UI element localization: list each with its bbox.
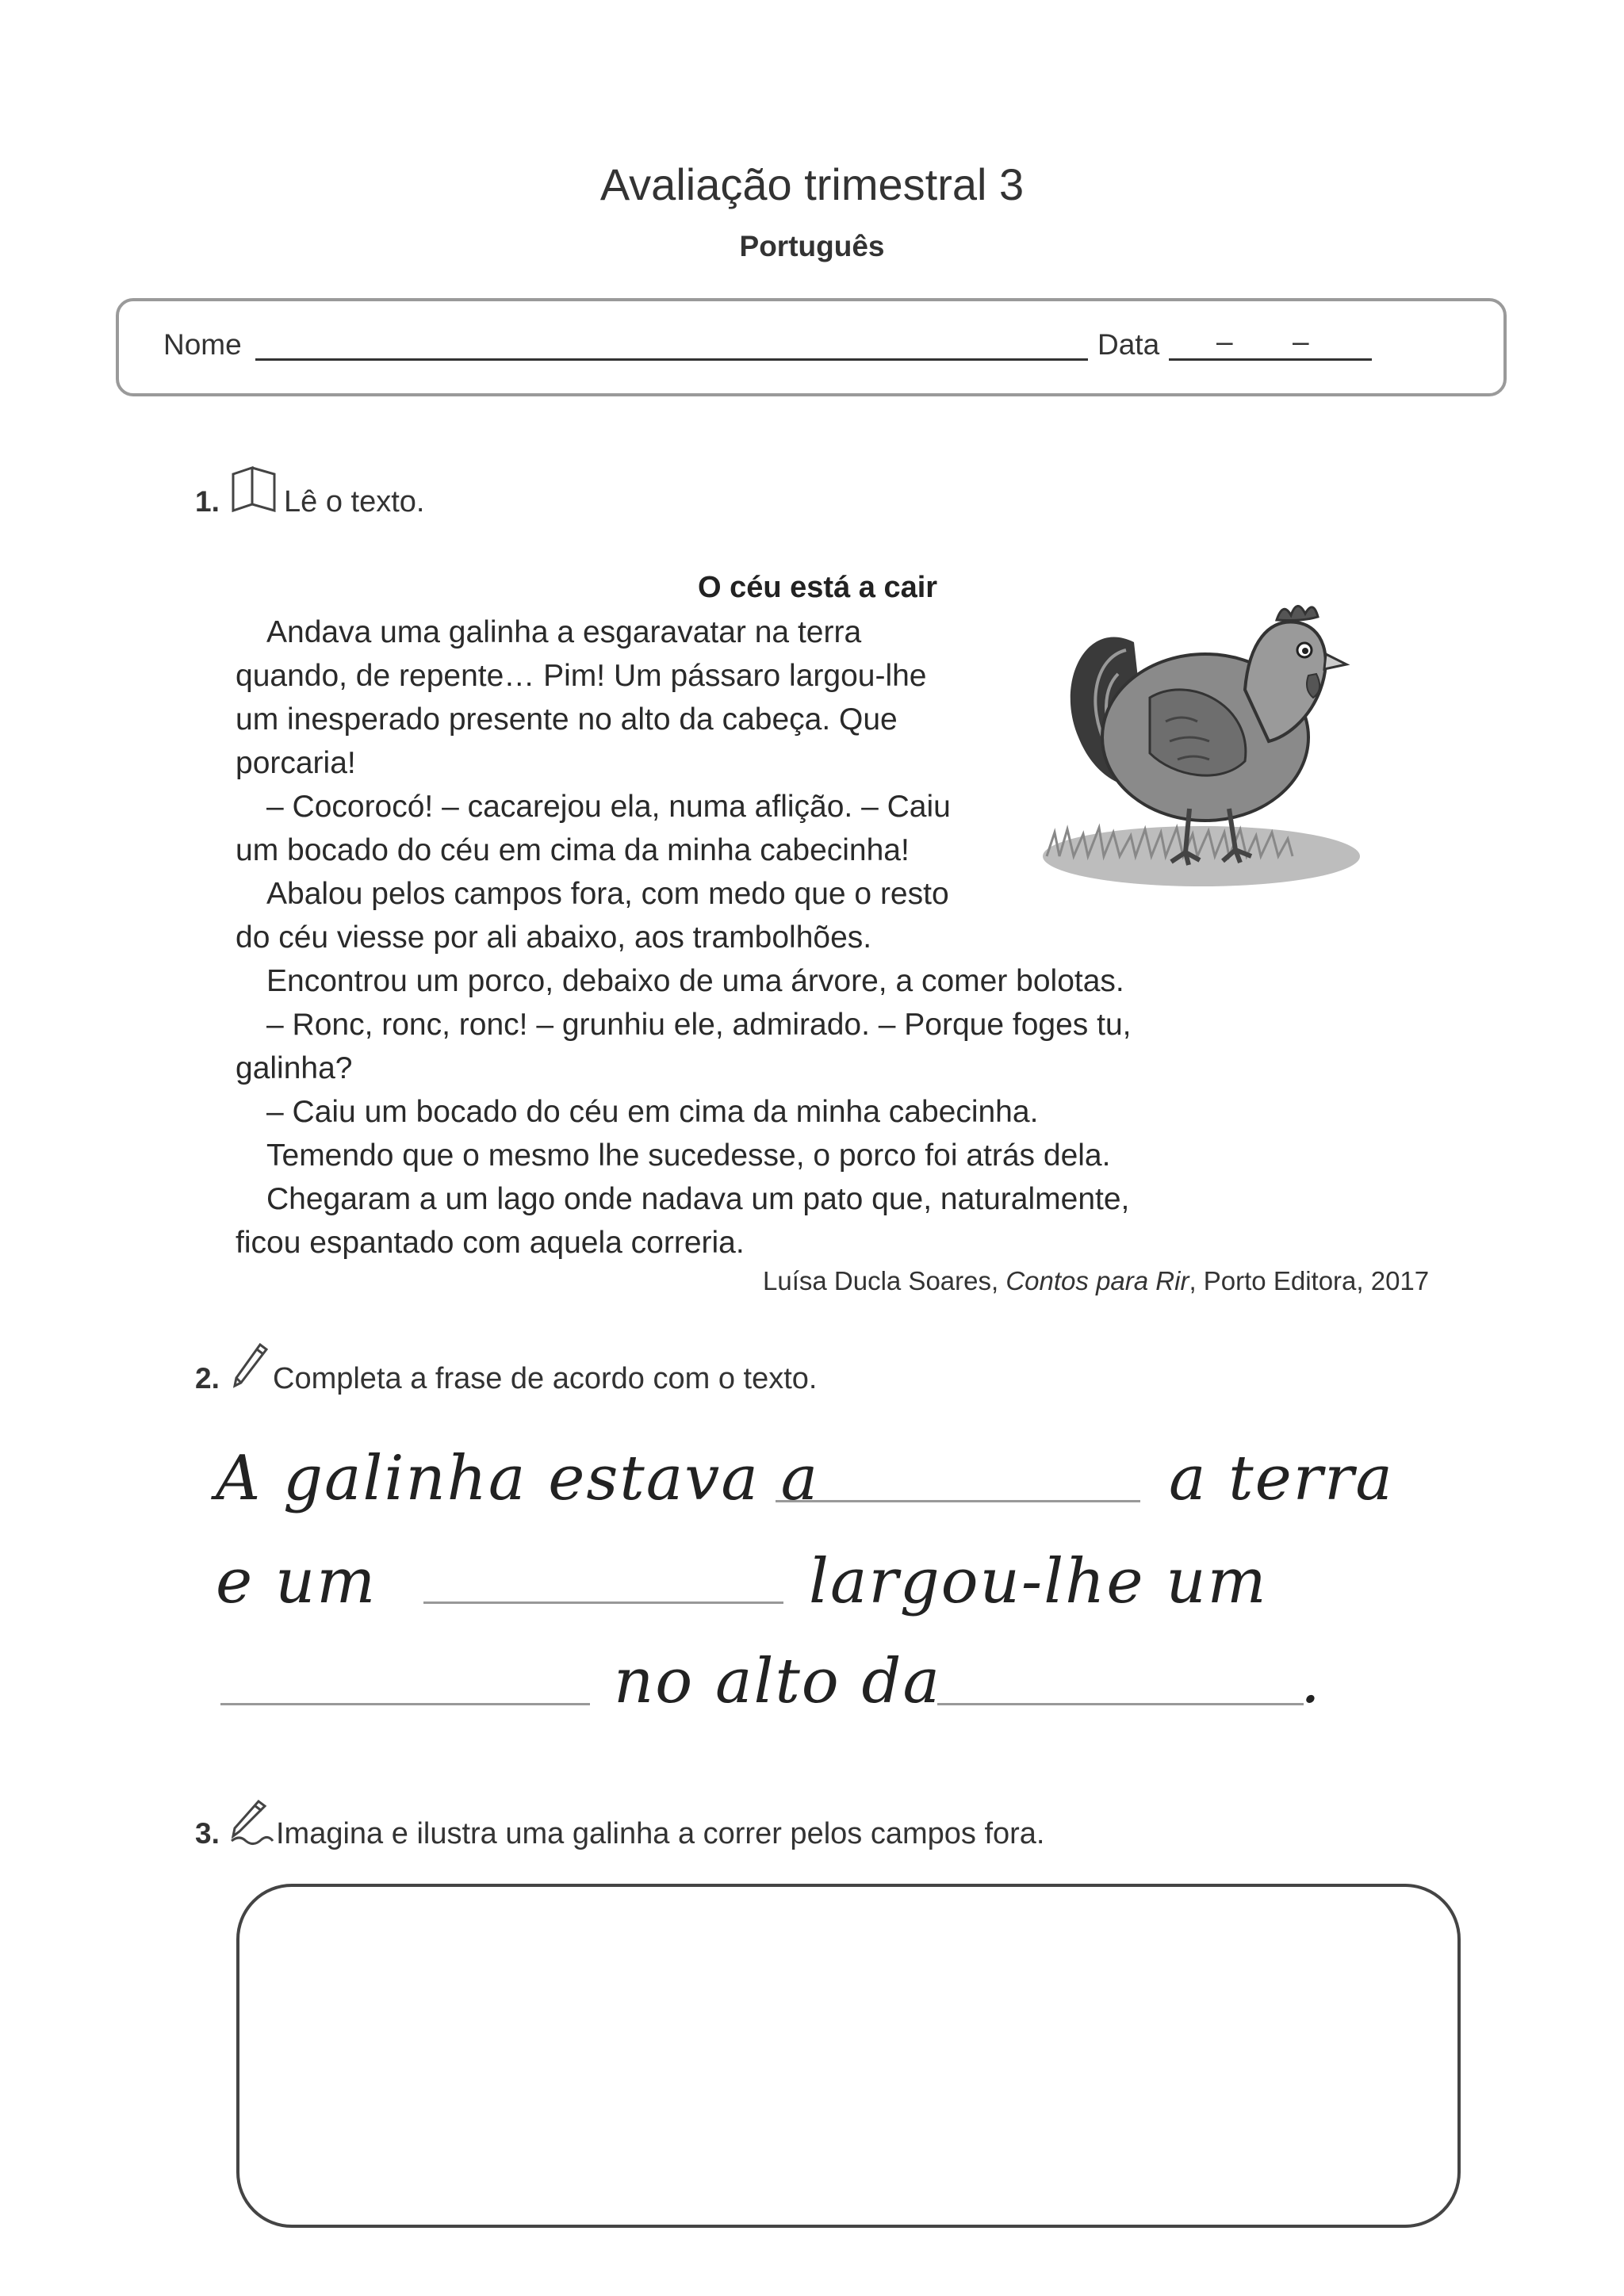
story-line: um inesperado presente no alto da cabeça. Que [236, 702, 898, 737]
question-2-number: 2. [195, 1362, 220, 1395]
cursive-period: . [1300, 1646, 1322, 1717]
story-line: – Caiu um bocado do céu em cima da minha cabecinha. [266, 1095, 1039, 1129]
question-3-number: 3. [195, 1817, 220, 1850]
answer-blank-4[interactable] [937, 1703, 1304, 1705]
pencil-drawing-icon [225, 1795, 276, 1846]
subject-title: Português [739, 230, 885, 262]
drawing-area[interactable] [236, 1884, 1461, 2228]
answer-blank-2[interactable] [423, 1601, 783, 1604]
name-label: Nome [163, 328, 242, 361]
answer-blank-3[interactable] [220, 1703, 590, 1705]
story-line: Abalou pelos campos fora, com medo que o resto [266, 877, 949, 911]
story-line: galinha? [236, 1051, 353, 1085]
page-title: Avaliação trimestral 3 [599, 159, 1025, 209]
credit-rest: , Porto Editora, 2017 [1189, 1266, 1430, 1295]
date-label: Data [1097, 328, 1160, 361]
book-icon [228, 463, 279, 514]
question-3-instruction: Imagina e ilustra uma galinha a correr pelos campos fora. [276, 1817, 1045, 1850]
name-field[interactable] [255, 358, 1088, 361]
cursive-text: a terra [1169, 1443, 1394, 1514]
credit-author: Luísa Ducla Soares, [763, 1266, 1006, 1295]
story-line: um bocado do céu em cima da minha cabecinha! [236, 833, 910, 867]
date-separator: – [1293, 325, 1309, 358]
story-line: Encontrou um porco, debaixo de uma árvore, a comer bolotas. [266, 964, 1124, 998]
story-line: Chegaram a um lago onde nadava um pato que, naturalmente, [266, 1182, 1130, 1216]
credit-book: Contos para Rir [1005, 1266, 1189, 1295]
story-line: ficou espantado com aquela correria. [236, 1226, 745, 1260]
question-1-number: 1. [195, 485, 220, 518]
cursive-text: largou-lhe um [809, 1546, 1268, 1617]
question-1-instruction: Lê o texto. [284, 485, 425, 519]
cursive-text: no alto da [614, 1646, 941, 1717]
story-line: – Cocorocó! – cacarejou ela, numa aflição. – Caiu [266, 790, 951, 824]
story-line: quando, de repente… Pim! Um pássaro largou-lhe [236, 659, 927, 693]
date-separator: – [1216, 325, 1233, 358]
hen-illustration [1031, 571, 1364, 896]
story-line: Andava uma galinha a esgaravatar na terra [266, 615, 862, 649]
cursive-text: A galinha estava a [216, 1443, 820, 1514]
pencil-icon [225, 1338, 276, 1389]
story-line: do céu viesse por ali abaixo, aos trambolhões. [236, 920, 872, 955]
story-line: – Ronc, ronc, ronc! – grunhiu ele, admirado. – Porque foges tu, [266, 1008, 1132, 1042]
answer-blank-1[interactable] [776, 1500, 1140, 1502]
question-2-instruction: Completa a frase de acordo com o texto. [273, 1362, 818, 1395]
story-line: porcaria! [236, 746, 356, 780]
cursive-text: e um [216, 1546, 377, 1617]
story-credit [763, 1266, 1429, 1296]
story-line: Temendo que o mesmo lhe sucedesse, o porco foi atrás dela. [266, 1138, 1111, 1173]
date-field[interactable] [1169, 358, 1372, 361]
story-title: O céu está a cair [698, 571, 938, 604]
